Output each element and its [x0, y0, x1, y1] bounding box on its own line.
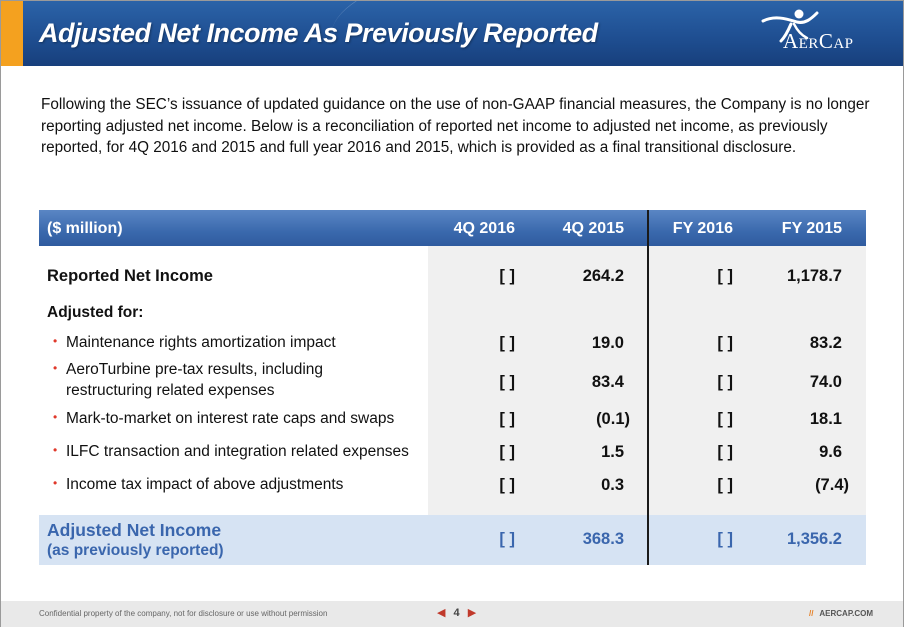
slash-mark: //: [809, 609, 814, 618]
cell-fy2015: 1,356.2: [786, 530, 842, 548]
bullet-icon: •: [53, 334, 58, 348]
cell-fy2015: 18.1: [809, 410, 842, 428]
cell-fy2015: 74.0: [809, 373, 842, 391]
total-label: [47, 520, 224, 560]
cell-4q2015: 368.3: [582, 530, 624, 548]
page-number: 4: [453, 607, 460, 619]
cell-fy2016: [ ]: [717, 334, 733, 352]
row-label: Reported Net Income: [47, 267, 213, 285]
intro-paragraph: Following the SEC’s issuance of updated guidance on the use of non-GAAP financial measures, the Company is no longer reporting adjusted net income. Below is a reconciliation of reported net income to adjusted net income, as previously reported, for 4Q 2016 and 2015 and full year 2016 and 2015, which is provided as a final transitional disclosure.: [41, 96, 870, 156]
header-bar: [1, 1, 903, 66]
site-url-text: AERCAP.COM: [819, 609, 874, 618]
cell-4q2015: 1.5: [601, 443, 624, 461]
aercap-logo: [761, 7, 871, 59]
cell-fy2016: [ ]: [717, 476, 733, 494]
bullet-icon: •: [53, 443, 58, 457]
cell-fy2015: (7.4): [815, 476, 849, 494]
cell-4q2016: [ ]: [499, 267, 515, 285]
section-label: Adjusted for:: [47, 304, 144, 321]
header-fy2015: FY 2015: [781, 220, 842, 237]
row-label-line2: restructuring related expenses: [66, 382, 275, 399]
header-4q2015: 4Q 2015: [562, 220, 624, 237]
bullet-icon: •: [53, 476, 58, 490]
reconciliation-table: [39, 210, 866, 565]
confidential-notice: Confidential property of the company, not for disclosure or use without permission: [39, 609, 328, 618]
row-label-line1: AeroTurbine pre-tax results, including: [66, 361, 324, 378]
header-4q2016: 4Q 2016: [453, 220, 515, 237]
cell-4q2016: [ ]: [499, 334, 515, 352]
bullet-icon: •: [53, 410, 58, 424]
cell-fy2015: 1,178.7: [786, 267, 842, 285]
orange-accent-bar: [1, 1, 23, 66]
next-arrow-icon[interactable]: ▶: [467, 607, 477, 619]
row-label: ILFC transaction and integration related expenses: [66, 443, 409, 460]
row-label: Income tax impact of above adjustments: [66, 476, 344, 493]
quarter-year-divider: [647, 210, 649, 565]
cell-fy2016: [ ]: [717, 267, 733, 285]
cell-4q2016: [ ]: [499, 410, 515, 428]
prev-arrow-icon[interactable]: ◀: [437, 607, 446, 619]
page-title: Adjusted Net Income As Previously Reported: [39, 18, 598, 48]
site-url: [809, 609, 873, 618]
row-label: Maintenance rights amortization impact: [66, 334, 336, 351]
cell-fy2016: [ ]: [717, 410, 733, 428]
bullet-icon: •: [53, 361, 58, 375]
cell-4q2015: 19.0: [591, 334, 624, 352]
total-label-line2: (as previously reported): [47, 542, 224, 559]
logo-wordmark: AerCap: [783, 29, 854, 53]
cell-fy2015: 9.6: [819, 443, 842, 461]
cell-fy2015: 83.2: [809, 334, 842, 352]
cell-4q2015: 83.4: [591, 373, 624, 391]
cell-fy2016: [ ]: [717, 443, 733, 461]
cell-fy2016: [ ]: [717, 530, 733, 548]
cell-4q2016: [ ]: [499, 443, 515, 461]
cell-4q2016: [ ]: [499, 530, 515, 548]
pager: [437, 606, 476, 619]
footer-bar: [1, 601, 903, 627]
cell-4q2015: 264.2: [582, 267, 624, 285]
cell-4q2015: (0.1): [596, 410, 630, 428]
cell-4q2016: [ ]: [499, 373, 515, 391]
cell-4q2015: 0.3: [601, 476, 624, 494]
header-units: ($ million): [47, 220, 123, 237]
cell-fy2016: [ ]: [717, 373, 733, 391]
header-fy2016: FY 2016: [672, 220, 733, 237]
row-label: Mark-to-market on interest rate caps and swaps: [66, 410, 395, 427]
cell-4q2016: [ ]: [499, 476, 515, 494]
table-header: [39, 210, 866, 246]
total-label-line1: Adjusted Net Income: [47, 520, 222, 540]
